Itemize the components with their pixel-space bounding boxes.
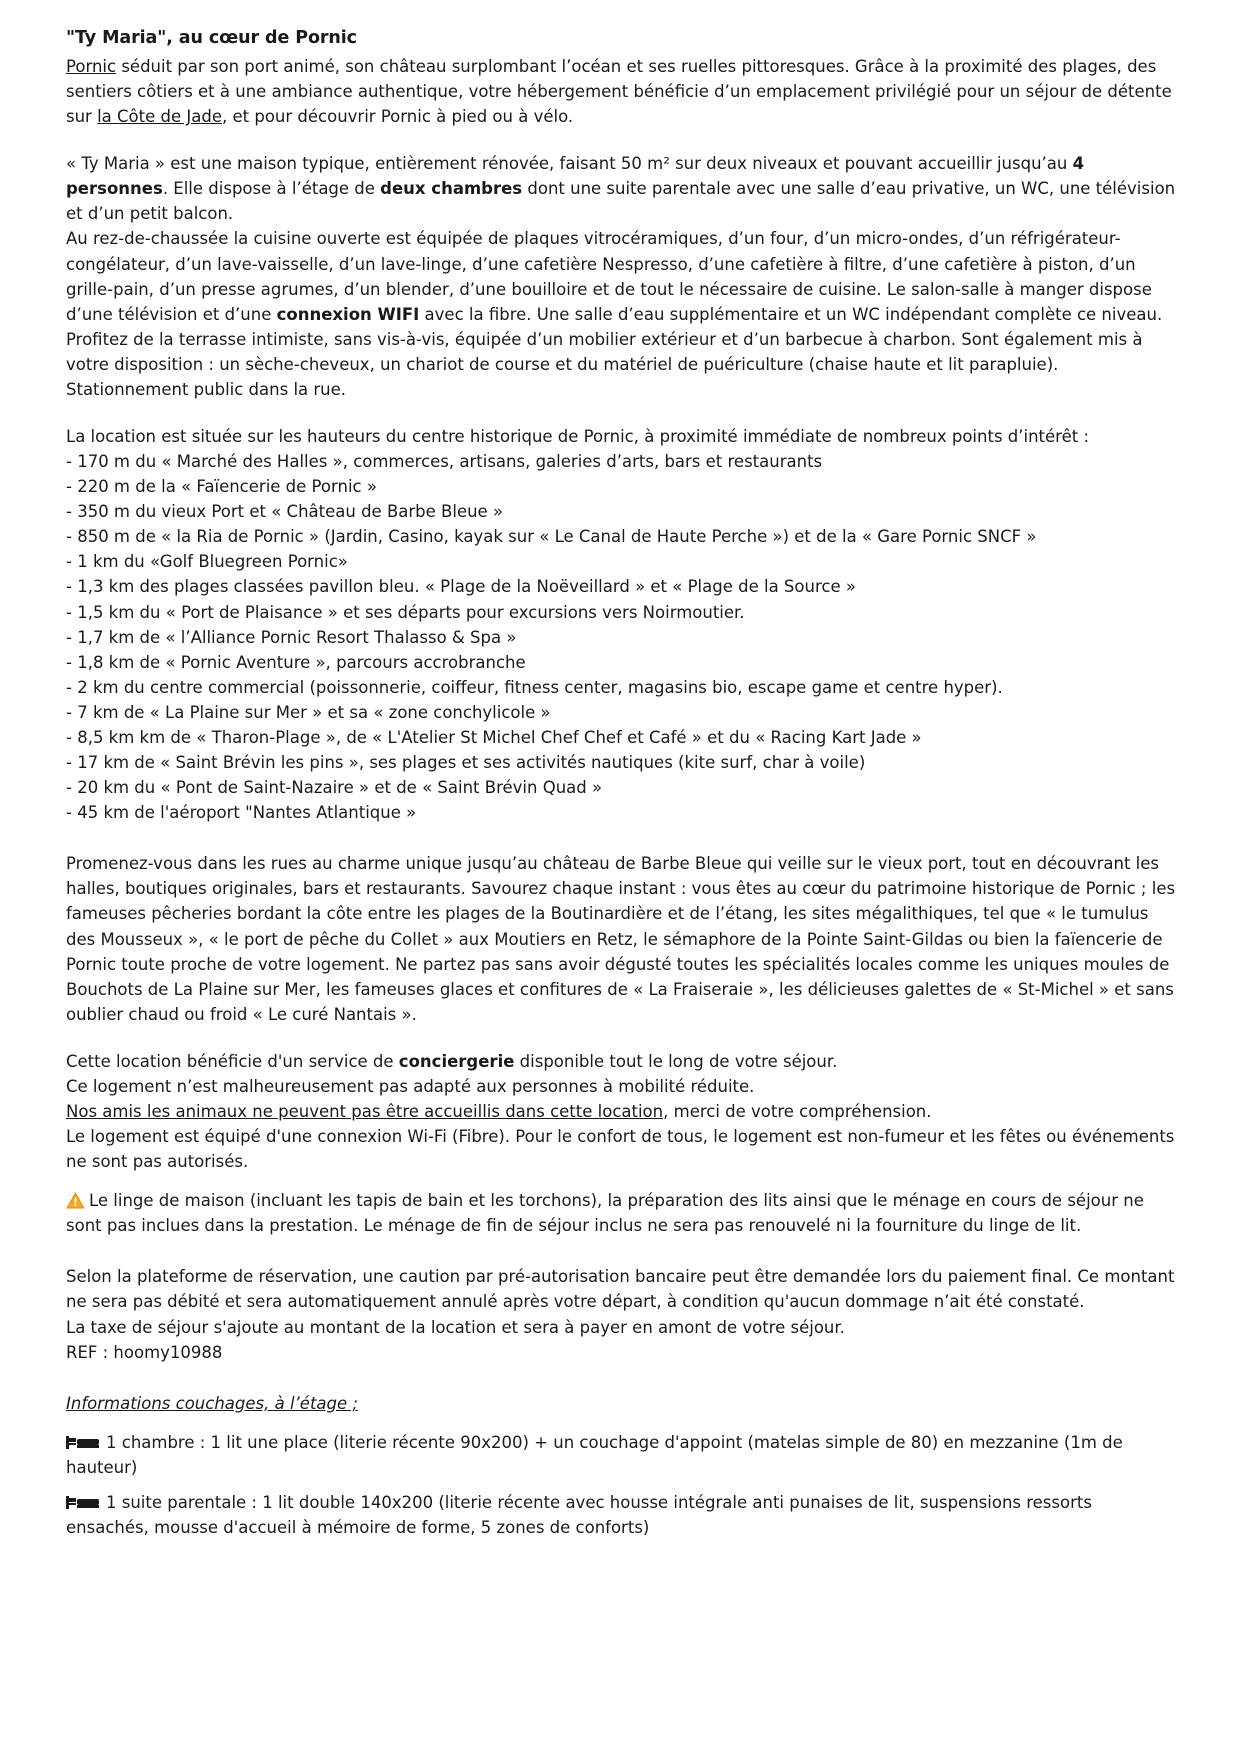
intro-text-1: séduit par son port animé, son château surplombant l’océan et ses ruelles pittoresques. Grâce à la proximité des plages, des sentiers côtiers et à une ambiance authentique, votre hébergement bénéficie d’un emplacement privilégié pour un séjour de détente sur [66,57,1172,127]
intro-link-cote-de-jade[interactable]: la Côte de Jade [97,107,222,127]
warning-text: Le linge de maison (incluant les tapis de bain et les torchons), la préparation des lits ainsi que le ménage en cours de séjour ne sont pas inclues dans la prestation. Le ménage de fin de séjour inclus ne sera pas renouvelé ni la fourniture du linge de lit. [66,1191,1144,1236]
service-wifi-line: Le logement est équipé d'une connexion Wi-Fi (Fibre). Pour le confort de tous, le logement est non-fumeur et les fêtes ou événements ne sont pas autorisés. [66,1127,1175,1172]
list-item: - 20 km du « Pont de Saint-Nazaire » et de « Saint Brévin Quad » [66,778,603,798]
description-paragraph-3: Profitez de la terrasse intimiste, sans vis-à-vis, équipée d’un mobilier extérieur et d’un barbecue à charbon. Sont également mis à votre disposition : un sèche-cheveux, un chariot de course et du matériel de puériculture (chaise haute et lit parapluie). Stationnement public dans la rue. [66,329,1143,399]
caution-paragraph: Selon la plateforme de réservation, une caution par pré-autorisation bancaire peut être demandée lors du paiement final. Ce montant ne sera pas débité et sera automatiquement annulé après votre départ, à condition qu'aucun dommage n’ait été constaté. [66,1267,1175,1312]
bed-icon [66,1432,100,1452]
list-item: - 1 km du «Golf Bluegreen Pornic» [66,552,348,572]
spacer [66,1238,1178,1264]
list-item: - 1,8 km de « Pornic Aventure », parcours accrobranche [66,652,526,672]
warning-triangle-icon [66,1192,85,1209]
spacer [66,825,1178,851]
service-text-b: disponible tout le long de votre séjour. [514,1051,838,1071]
list-item: - 2 km du centre commercial (poissonnerie, coiffeur, fitness center, magasins bio, escape game et centre hyper). [66,677,1003,697]
list-item: - 45 km de l'aéroport "Nantes Atlantique » [66,803,417,823]
warning-paragraph [66,1188,1178,1238]
intro-text-2: , et pour découvrir Pornic à pied ou à vélo. [222,107,574,127]
spacer [66,129,1178,151]
spacer [66,402,1178,424]
desc-bold-capacity: 4 personnes [66,154,1085,199]
intro-paragraph [66,54,1178,129]
couchages-heading: Informations couchages, à l’étage ; [66,1393,358,1413]
desc-bold-chambres: deux chambres [380,179,523,199]
spacer [66,1416,1178,1430]
bed-icon [66,1492,100,1512]
couchage-item-2 [66,1490,1178,1540]
description-paragraph-2 [66,226,1178,326]
pets-rest-text: , merci de votre compréhension. [663,1101,932,1121]
list-item: - 350 m du vieux Port et « Château de Barbe Bleue » [66,502,504,522]
couchage-text-2: 1 suite parentale : 1 lit double 140x200 (literie récente avec housse intégrale anti punaises de lit, suspensions ressorts ensachés, mousse d'accueil à mémoire de forme, 5 zones de conforts) [66,1492,1092,1537]
desc-text-2a: Au rez-de-chaussée la cuisine ouverte est équipée de plaques vitrocéramiques, d’un four, d’un micro-ondes, d’un réfrigérateur-congélateur, d’un lave-vaisselle, d’un lave-linge, d’une cafetière Nespresso, d’une cafetière à filtre, d’une cafetière à piston, d’un grille-pain, d’un presse agrumes, d’un blender, d’une bouilloire et de tout le nécessaire de cuisine. Le salon-salle à manger dispose d’une télévision et d’une [66,229,1152,324]
reference-line: REF : hoomy10988 [66,1342,223,1362]
couchage-text-1: 1 chambre : 1 lit une place (literie récente 90x200) + un couchage d'appoint (matelas simple de 80) en mezzanine (1m de hauteur) [66,1432,1123,1477]
taxe-sejour-line: La taxe de séjour s'ajoute au montant de la location et sera à payer en amont de votre séjour. [66,1317,845,1337]
list-item: - 17 km de « Saint Brévin les pins », ses plages et ses activités nautiques (kite surf, char à voile) [66,753,866,773]
list-item: - 850 m de « la Ria de Pornic » (Jardin, Casino, kayak sur « Le Canal de Haute Perche ») et de la « Gare Pornic SNCF » [66,527,1037,547]
spacer [66,1365,1178,1391]
list-item: - 1,5 km du « Port de Plaisance » et ses départs pour excursions vers Noirmoutier. [66,602,745,622]
desc-text-1c: dont une suite parentale avec une salle d’eau privative, un WC, une télévision et d’un petit balcon. [66,179,1176,224]
service-conciergerie-line [66,1049,1178,1074]
desc-text-1b: . Elle dispose à l’étage de [162,179,381,199]
description-paragraph-1 [66,151,1178,226]
service-bold-conciergerie: conciergerie [398,1051,515,1071]
list-item: - 220 m de la « Faïencerie de Pornic » [66,477,377,497]
intro-link-pornic[interactable]: Pornic [66,57,117,76]
list-item: - 7 km de « La Plaine sur Mer » et sa « zone conchylicole » [66,702,551,722]
desc-text-1a: « Ty Maria » est une maison typique, entièrement rénovée, faisant 50 m² sur deux niveaux et pouvant accueillir jusqu’au [66,154,1073,174]
pets-underlined-text: Nos amis les animaux ne peuvent pas être accueillis dans cette location [66,1101,664,1121]
couchage-item-1 [66,1430,1178,1480]
list-item: - 8,5 km km de « Tharon-Plage », de « L'Atelier St Michel Chef Chef et Café » et du « Racing Kart Jade » [66,727,922,747]
spacer [66,1174,1178,1188]
promenade-paragraph: Promenez-vous dans les rues au charme unique jusqu’au château de Barbe Bleue qui veille sur le vieux port, tout en découvrant les halles, boutiques originales, bars et restaurants. Savourez chaque instant : vous êtes au cœur du patrimoine historique de Pornic ; les fameuses pêcheries bordant la côte entre les plages de la Boutinardière et de l’étang, les sites mégalithiques, tel que « le tumulus des Mousseux », « le port de pêche du Collet » aux Moutiers en Retz, le sémaphore de la Pointe Saint-Gildas ou bien la faïencerie de Pornic toute proche de votre logement. Ne partez pas sans avoir dégusté toutes les spécialités locales comme les uniques moules de Bouchots de La Plaine sur Mer, les fameuses glaces et confitures de « La Fraiseraie », les délicieuses galettes de « St-Michel » et sans oublier chaud ou froid « Le curé Nantais ». [66,854,1176,1024]
service-pets-line [66,1099,1178,1124]
desc-bold-wifi: connexion WIFI [276,304,420,324]
location-intro: La location est située sur les hauteurs du centre historique de Pornic, à proximité immédiate de nombreux points d’intérêt : [66,427,1090,447]
spacer [66,1027,1178,1049]
service-text-a: Cette location bénéficie d'un service de [66,1051,399,1071]
points-of-interest-list [66,449,1178,825]
desc-text-2b: avec la fibre. Une salle d’eau supplémentaire et un WC indépendant complète ce niveau. [419,304,1163,324]
list-item: - 1,7 km de « l’Alliance Pornic Resort Thalasso & Spa » [66,627,517,647]
page-title: "Ty Maria", au cœur de Pornic [66,28,357,48]
list-item: - 170 m du « Marché des Halles », commerces, artisans, galeries d’arts, bars et restaurants [66,452,823,472]
service-accessibility-line: Ce logement n’est malheureusement pas adapté aux personnes à mobilité réduite. [66,1076,755,1096]
list-item: - 1,3 km des plages classées pavillon bleu. « Plage de la Noëveillard » et « Plage de la Source » [66,577,856,597]
